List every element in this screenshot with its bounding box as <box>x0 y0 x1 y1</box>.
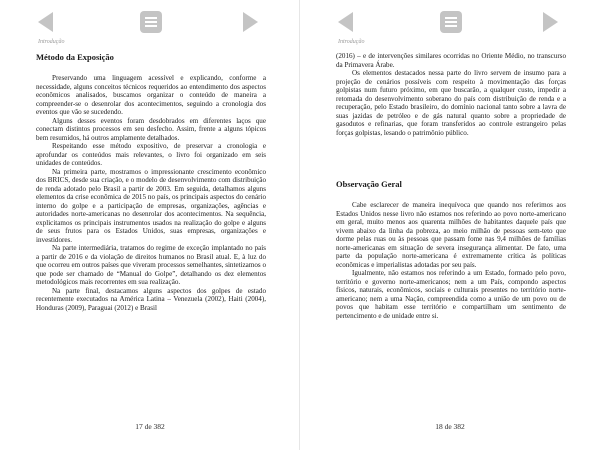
right-page-content <box>336 52 566 320</box>
paragraph: Preservando uma linguagem acessível e explicando, conforme a necessidade, alguns conceitos técnicos requeridos ao entendimento dos aspectos econômicos analisados, buscamos organizar o conteúdo de maneira a compreender-se o desenrolar dos acontecimentos, seguindo a cronologia dos eventos que vão se sucedendo. <box>36 74 266 116</box>
menu-icon[interactable] <box>140 11 162 33</box>
left-page-content <box>36 52 266 312</box>
chevron-right-icon[interactable] <box>243 12 258 32</box>
page-number: 17 de 382 <box>135 422 165 431</box>
chevron-right-icon[interactable] <box>543 12 558 32</box>
paragraph: Cabe esclarecer de maneira inequívoca que quando nos referimos aos Estados Unidos nesse livro não estamos nos referindo ao povo norte-americano em geral, muito menos aos quarenta milhões de habitantes daquele país que vivem abaixo da linha da pobreza, ao meio milhão de pessoas sem-teto que dorme pelas ruas ou às pessoas que passam fome nas 9,4 milhões de famílias norte-americanas em situação de severa insegurança alimentar. De fato, uma parte da população norte-americana é extremamente crítica às políticas econômicas e imperialistas adotadas por seu país. <box>336 201 566 269</box>
paragraph: Alguns desses eventos foram desdobrados em diferentes laços que conectam distintos processos em seu desfecho. Assim, frente a alguns tópicos bem resumidos, há outros amplamente detalhados. <box>36 116 266 142</box>
menu-icon[interactable] <box>440 11 462 33</box>
paragraph: Respeitando esse método expositivo, de preservar a cronologia e aprofundar os conteúdos mais relevantes, o livro foi organizado em seis unidades de conteúdos. <box>36 142 266 167</box>
page-number: 18 de 382 <box>435 422 465 431</box>
paragraph: Na parte intermediária, tratamos do regime de exceção implantado no país a partir de 2016 e da violação de direitos humanos no Brasil atual. E, à luz do que ocorreu em outros países que viveram processos semelhantes, sintetizamos o que pode ser chamado de “Manual do Golpe”, detalhando os dez elementos metodológicos mais recorrentes em sua realização. <box>36 244 266 286</box>
paragraph: (2016) – e de intervenções similares ocorridas no Oriente Médio, no transcurso da Primavera Árabe. <box>336 52 566 69</box>
chevron-left-icon[interactable] <box>338 12 353 32</box>
paragraph: Igualmente, não estamos nos referindo a um Estado, formado pelo povo, território e governo norte-americanos; nem a um País, compondo aspectos físicos, naturais, econômicos, sociais e culturais presentes no território norte-americano; nem a uma Nação, compreendida como a união de um povo ou de povos que habitam esse território e compartilham um sentimento de pertencimento e de unidade entre si. <box>336 269 566 320</box>
section-heading: Observação Geral <box>336 179 402 189</box>
running-head: Introdução <box>338 39 365 45</box>
running-head: Introdução <box>38 39 65 45</box>
paragraph: Na primeira parte, mostramos o impressionante crescimento econômico dos BRICS, desde sua criação, e o modelo de desenvolvimento com distribuição de renda adotado pelo Brasil a partir de 2003. Em seguida, detalhamos alguns elementos da crise econômica de 2015 no país, os principais aspectos do cenário interno do golpe e a participação de empresas, organizações, agências e autoridades norte-americanas no desenrolar dos acontecimentos. Na sequência, explicitamos os principais instrumentos usados na realização do golpe e alguns de seus frutos para os Estados Unidos, suas empresas, organizações e investidores. <box>36 167 266 244</box>
left-page-nav <box>0 12 300 38</box>
section-spacer <box>336 137 566 179</box>
paragraph: Os elementos destacados nessa parte do livro servem de insumo para a projeção de cenários possíveis com respeito à movimentação das forças golpistas num futuro próximo, em que buscarão, a qualquer custo, impedir a retomada do desenvolvimento soberano do país com distribuição de renda e a recuperação, pelo Estado brasileiro, do domínio nacional tanto sobre a lavra de suas jazidas de petróleo e de gás natural quanto sobre a propriedade de gasodutos e refinarias, que foram transferidos ao controle estrangeiro pelas forças golpistas, lesando o patrimônio público. <box>336 69 566 137</box>
section-heading: Método da Exposição <box>36 52 114 62</box>
paragraph: Na parte final, destacamos alguns aspectos dos golpes de estado recentemente executados na América Latina – Venezuela (2002), Haiti (2004), Honduras (2009), Paraguai (2012) e Brasil <box>36 286 266 312</box>
right-page <box>300 0 600 450</box>
chevron-left-icon[interactable] <box>38 12 53 32</box>
right-page-nav <box>300 12 600 38</box>
